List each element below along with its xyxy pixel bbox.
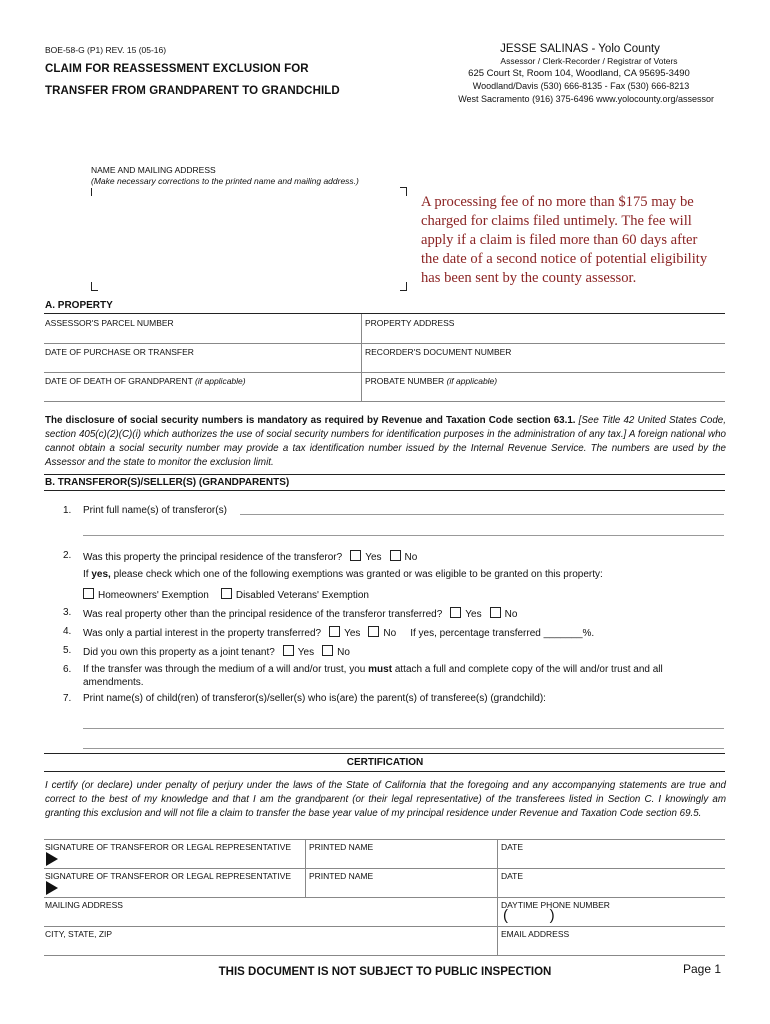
section-a-heading: A. PROPERTY [45, 300, 113, 311]
q2-if-rest: please check which one of the following exemptions was granted or was eligible to be granted on this property: [110, 569, 603, 580]
document-number-label: RECORDER'S DOCUMENT NUMBER [365, 347, 512, 357]
section-a-divider [361, 314, 362, 401]
q4-label: Was only a partial interest in the property transferred? [83, 628, 322, 639]
q5-yes-checkbox[interactable] [283, 645, 294, 656]
printed-name-label: PRINTED NAME [309, 842, 374, 852]
q2-number: 2. [63, 550, 72, 561]
q1-label: Print full name(s) of transferor(s) [83, 505, 227, 516]
parent-name-line[interactable] [83, 728, 724, 729]
sig-rule [44, 839, 725, 840]
q6-number: 6. [63, 664, 72, 675]
q4-number: 4. [63, 626, 72, 637]
death-date-label [45, 376, 246, 386]
section-b-heading: B. TRANSFEROR(S)/SELLER(S) (GRANDPARENTS) [45, 477, 290, 488]
fee-notice-line: A processing fee of no more than $175 may be [421, 194, 694, 210]
date-label: DATE [501, 842, 524, 852]
sig-divider [305, 840, 306, 897]
assessor-address: 625 Court St, Room 104, Woodland, CA 95695-3490 [468, 68, 690, 79]
q3-row [83, 607, 517, 620]
county-header [434, 43, 714, 106]
sign-here-arrow-icon [46, 881, 58, 895]
q2-no-checkbox[interactable] [390, 550, 401, 561]
q5-no-label: No [337, 647, 350, 658]
transferor-name-line-2[interactable] [83, 535, 724, 536]
probate-text: PROBATE NUMBER [365, 376, 445, 386]
veterans-exemption-checkbox[interactable] [221, 588, 232, 599]
certification-top-rule [44, 753, 725, 754]
q4-no-checkbox[interactable] [368, 626, 379, 637]
parent-name-line-2[interactable] [83, 748, 724, 749]
probate-number-field[interactable] [365, 387, 721, 400]
q3-no-checkbox[interactable] [490, 607, 501, 618]
assessor-phone: Woodland/Davis (530) 666-8135 - Fax (530) 666-8213 [472, 81, 690, 91]
assessor-role: Assessor / Clerk-Recorder / Registrar of Voters [500, 56, 678, 66]
q5-row [83, 645, 350, 658]
mailing-address-area[interactable] [91, 190, 406, 286]
date-field[interactable] [501, 853, 721, 867]
exemption-row [75, 588, 369, 601]
mailing-address-label: MAILING ADDRESS [45, 900, 123, 910]
sig-rule [44, 955, 725, 956]
q1-number: 1. [63, 505, 72, 516]
parcel-number-label: ASSESSOR'S PARCEL NUMBER [45, 318, 174, 328]
document-number-field[interactable] [365, 358, 721, 371]
q2-if: If [83, 569, 92, 580]
q5-yes-label: Yes [297, 647, 315, 658]
footer-notice: THIS DOCUMENT IS NOT SUBJECT TO PUBLIC INSPECTION [218, 966, 552, 978]
signature-label-2: SIGNATURE OF TRANSFEROR OR LEGAL REPRESENTATIVE [45, 871, 292, 881]
printed-name-label-2: PRINTED NAME [309, 871, 374, 881]
assessor-website: West Sacramento (916) 375-6496 www.yolocounty.org/assessor [458, 94, 714, 104]
fee-notice [421, 193, 741, 288]
fee-notice-line: the date of a second notice of potential eligibility [421, 251, 708, 267]
row-rule [44, 372, 725, 373]
sign-here-arrow-icon [46, 852, 58, 866]
address-box-label: NAME AND MAILING ADDRESS [91, 165, 216, 175]
form-title-line2: TRANSFER FROM GRANDPARENT TO GRANDCHILD [45, 85, 340, 97]
purchase-date-field[interactable] [45, 358, 357, 371]
phone-field[interactable]: ( ) [503, 907, 555, 924]
q6-label [83, 664, 663, 675]
q6-text-a: If the transfer was through the medium of a will and/or trust, you [83, 664, 369, 675]
assessor-name: JESSE SALINAS - Yolo County [500, 43, 660, 55]
q2-no-label: No [404, 552, 418, 563]
date-field-2[interactable] [501, 882, 721, 896]
section-b-rule [44, 490, 725, 491]
homeowners-exemption-checkbox[interactable] [83, 588, 94, 599]
address-box-note: (Make necessary corrections to the printed name and mailing address.) [91, 176, 359, 186]
probate-number-label [365, 376, 497, 386]
q5-no-checkbox[interactable] [322, 645, 333, 656]
q4-no-label: No [383, 628, 397, 639]
signature-field[interactable] [62, 853, 300, 867]
q3-yes-checkbox[interactable] [450, 607, 461, 618]
signature-label: SIGNATURE OF TRANSFEROR OR LEGAL REPRESENTATIVE [45, 842, 292, 852]
q2-if-yes: yes, [91, 569, 111, 580]
property-address-label: PROPERTY ADDRESS [365, 318, 455, 328]
disclosure-bold: The disclosure of social security numbers is mandatory as required by Revenue and Taxation Code section 63.1. [45, 415, 576, 426]
ssn-disclosure [45, 414, 726, 470]
city-state-zip-field[interactable] [45, 940, 493, 954]
email-field[interactable] [501, 940, 721, 954]
q7-number: 7. [63, 693, 72, 704]
veterans-exemption-label: Disabled Veterans' Exemption [235, 590, 369, 601]
date-label-2: DATE [501, 871, 524, 881]
q3-yes-label: Yes [465, 609, 482, 620]
q2-label: Was this property the principal residence of the transferor? [83, 552, 343, 563]
death-date-note: (if applicable) [195, 376, 246, 386]
q2-row [83, 550, 417, 563]
q6-text-b: attach a full and complete copy of the will and/or trust and all [392, 664, 663, 675]
printed-name-field-2[interactable] [309, 882, 493, 896]
q4-yes-checkbox[interactable] [329, 626, 340, 637]
homeowners-exemption-label: Homeowners' Exemption [98, 590, 209, 601]
q6-label-cont: amendments. [83, 677, 144, 688]
sig-rule [44, 897, 725, 898]
row-rule [44, 343, 725, 344]
certification-text: I certify (or declare) under penalty of perjury under the laws of the State of California that the foregoing and any accompanying statements are true and correct to the best of my knowledge and that I am the grandparent (or their legal representative) of the transferees listed in Section C. I knowingly am granting this exclusion and will not file a claim to transfer the base year value of my principal residence under Revenue and Taxation Code section 69.5. [45, 780, 726, 819]
date-divider [497, 840, 498, 955]
q2-followup [83, 569, 603, 580]
email-label: EMAIL ADDRESS [501, 929, 570, 939]
row-rule [44, 401, 725, 402]
fee-notice-line: apply if a claim is filed more than 60 days after [421, 232, 698, 248]
fee-notice-line: charged for claims filed untimely. The fee will [421, 213, 692, 229]
q4-percentage: If yes, percentage transferred _______%. [410, 628, 595, 639]
q2-yes-label: Yes [365, 552, 382, 563]
certification-rule [44, 771, 725, 772]
death-date-field[interactable] [45, 387, 357, 400]
city-state-zip-label: CITY, STATE, ZIP [45, 929, 113, 939]
q3-no-label: No [504, 609, 518, 620]
q7-label: Print name(s) of child(ren) of transferor(s)/seller(s) who is(are) the parent(s) of transferee(s) (grandchild): [83, 693, 546, 704]
form-code: BOE-58-G (P1) REV. 15 (05-16) [45, 45, 167, 55]
section-b-top-rule [44, 474, 725, 475]
printed-name-field[interactable] [309, 853, 493, 867]
probate-note: (if applicable) [446, 376, 498, 386]
q3-label: Was real property other than the principal residence of the transferor transferred? [83, 609, 443, 620]
parcel-number-field[interactable] [45, 329, 357, 342]
sig-rule [44, 926, 725, 927]
death-date-text: DATE OF DEATH OF GRANDPARENT [45, 376, 193, 386]
transferor-name-line[interactable] [240, 514, 724, 515]
q5-label: Did you own this property as a joint tenant? [83, 647, 275, 658]
q5-number: 5. [63, 645, 72, 656]
phone-label: DAYTIME PHONE NUMBER [501, 900, 610, 910]
certification-heading: CERTIFICATION [346, 757, 424, 768]
mailing-address-field[interactable] [45, 911, 493, 925]
section-a-rule [44, 313, 725, 314]
q4-row [83, 626, 594, 639]
purchase-date-label: DATE OF PURCHASE OR TRANSFER [45, 347, 194, 357]
fee-notice-line: has been sent by the county assessor. [421, 270, 637, 286]
property-address-field[interactable] [365, 329, 721, 342]
q3-number: 3. [63, 607, 72, 618]
q6-must: must [368, 664, 393, 675]
q4-yes-label: Yes [344, 628, 361, 639]
q2-yes-checkbox[interactable] [350, 550, 361, 561]
signature-field-2[interactable] [62, 882, 300, 896]
page-number: Page 1 [683, 962, 722, 976]
disclosure-italic: [See Title 42 United States Code, section 405(c)(2)(C)(i) which authorizes the use of social security numbers for identification purposes in the administration of any tax.] A foreign national who cannot obtain a social security number may provide a tax identification number issued by the Internal Revenue Service. The numbers are used by the Assessor and the state to monitor the exclusion limit. [45, 415, 726, 468]
sig-rule [44, 868, 725, 869]
form-title-line1: CLAIM FOR REASSESSMENT EXCLUSION FOR [45, 63, 309, 75]
